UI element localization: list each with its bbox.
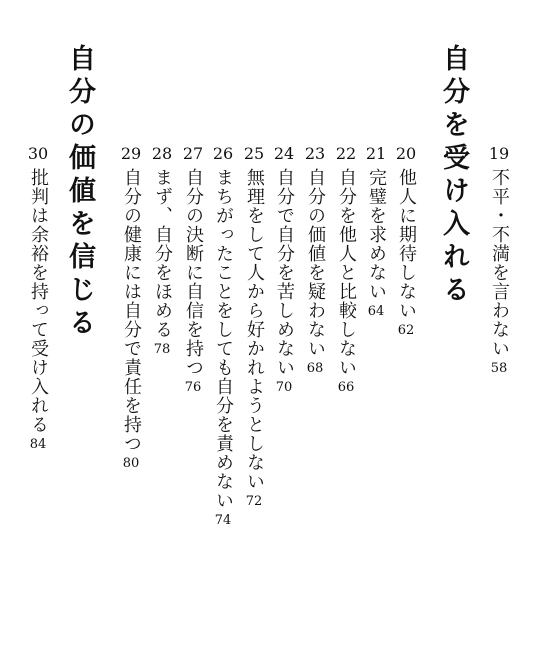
- page-number: 70: [275, 380, 293, 395]
- page-number: 68: [306, 361, 324, 376]
- chapter-text: [333, 168, 359, 377]
- chapter-title: 自分で自分を苦しめない: [274, 168, 295, 377]
- page-number: 74: [214, 513, 232, 528]
- chapter-text: [363, 168, 389, 301]
- chapter-text: [149, 168, 175, 339]
- toc-entry[interactable]: [271, 146, 297, 394]
- toc-entry[interactable]: [393, 146, 419, 337]
- page-number: 78: [153, 342, 171, 357]
- chapter-number: 21: [365, 144, 387, 163]
- chapter-text: [210, 168, 236, 510]
- toc-entry[interactable]: [241, 146, 267, 508]
- page-number: 76: [184, 380, 202, 395]
- toc-entry[interactable]: [333, 146, 359, 394]
- toc-entry[interactable]: [302, 146, 328, 375]
- chapter-number: 24: [273, 144, 295, 163]
- chapter-number: 27: [182, 144, 204, 163]
- chapter-text: [25, 168, 51, 434]
- chapter-number: 23: [304, 144, 326, 163]
- chapter-title: まず、自分をほめる: [152, 168, 173, 339]
- toc-entry[interactable]: [118, 146, 144, 470]
- chapter-number: 28: [151, 144, 173, 163]
- chapter-number: 25: [243, 144, 265, 163]
- page-number: 84: [29, 437, 47, 452]
- toc-entry[interactable]: [25, 146, 51, 451]
- page-number: 72: [245, 494, 263, 509]
- page-number: 66: [337, 380, 355, 395]
- chapter-title: 批判は余裕を持って受け入れる: [28, 168, 49, 434]
- toc-entry[interactable]: [363, 146, 389, 318]
- chapter-number: 30: [27, 144, 49, 163]
- chapter-title: 自分の決断に自信を持つ: [183, 168, 204, 377]
- chapter-text: [271, 168, 297, 377]
- page-number: 64: [367, 304, 385, 319]
- chapter-number: 22: [335, 144, 357, 163]
- chapter-text: [118, 168, 144, 453]
- section-title: 自分の価値を信じる: [64, 44, 95, 341]
- chapter-text: [302, 168, 328, 358]
- section-title: 自分を受け入れる: [438, 44, 469, 308]
- page-number: 80: [122, 456, 140, 471]
- chapter-title: まちがったことをしても自分を責めない: [213, 168, 234, 510]
- toc-entry[interactable]: [486, 146, 512, 375]
- chapter-text: [241, 168, 267, 491]
- chapter-title: 完璧を求めない: [366, 168, 387, 301]
- chapter-title: 自分の健康には自分で責任を持つ: [121, 168, 142, 453]
- chapter-text: [486, 168, 512, 358]
- chapter-title: 自分の価値を疑わない: [305, 168, 326, 358]
- chapter-title: 無理をして人から好かれようとしない: [244, 168, 265, 491]
- chapter-number: 26: [212, 144, 234, 163]
- chapter-number: 19: [488, 144, 510, 163]
- page-number: 58: [490, 361, 508, 376]
- page-number: 62: [397, 323, 415, 338]
- toc-entry[interactable]: [210, 146, 236, 527]
- chapter-text: [393, 168, 419, 320]
- toc-entry[interactable]: [149, 146, 175, 356]
- chapter-title: 不平・不満を言わない: [489, 168, 510, 358]
- chapter-title: 他人に期待しない: [396, 168, 417, 320]
- chapter-text: [180, 168, 206, 377]
- toc-entry[interactable]: [180, 146, 206, 394]
- chapter-title: 自分を他人と比較しない: [336, 168, 357, 377]
- chapter-number: 29: [120, 144, 142, 163]
- chapter-number: 20: [395, 144, 417, 163]
